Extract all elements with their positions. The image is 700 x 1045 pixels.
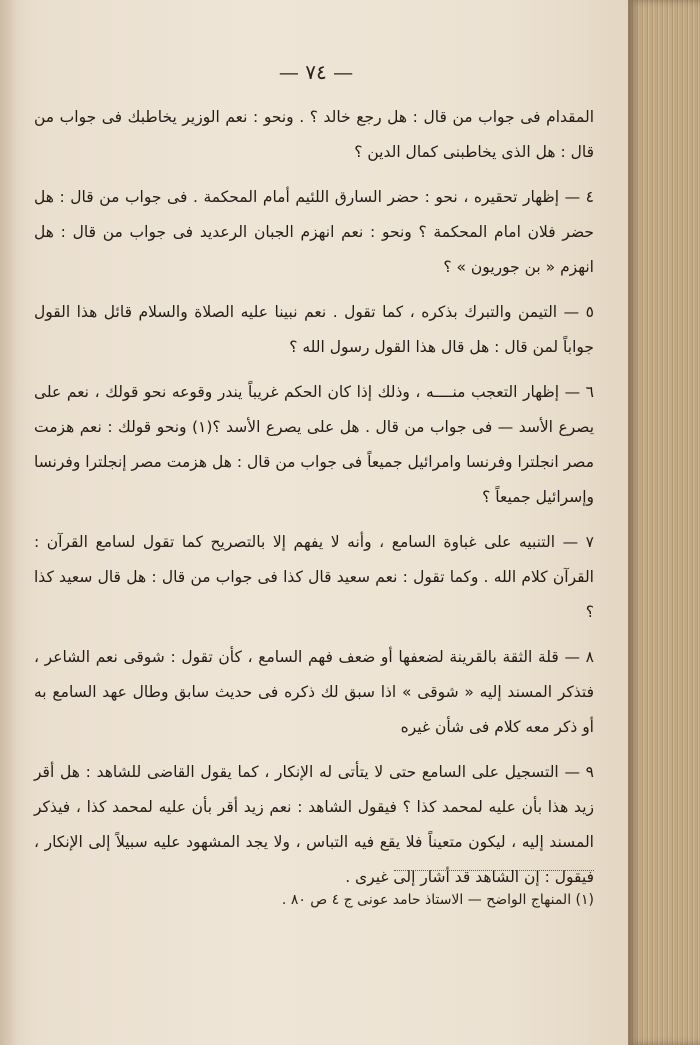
- body-text: [34, 100, 594, 895]
- paragraph-continuation: المقدام فى جواب من قال : هل رجع خالد ؟ . ونحو : نعم الوزير يخاطبك فى جواب من قال : هل الذى يخاطبنى كمال الدين ؟: [34, 108, 594, 161]
- paragraph-item-5: ٥ — التيمن والتبرك بذكره ، كما تقول . نعم نبينا عليه الصلاة والسلام قائل هذا القول جواباً لمن قال : هل قال هذا القول رسول الله ؟: [34, 303, 594, 356]
- page-number: — ٧٤ —: [278, 60, 354, 84]
- paragraph-item-4: ٤ — إظهار تحقيره ، نحو : حضر السارق اللئيم أمام المحكمة . فى جواب من قال : هل حضر فلان امام المحكمة ؟ ونحو : نعم انهزم الجبان الرعديد فى جواب من قال : هل انهزم « بن جوريون » ؟: [34, 188, 594, 276]
- paragraph-item-8: ٨ — قلة الثقة بالقرينة لضعفها أو ضعف فهم السامع ، كأن تقول : شوقى نعم الشاعر ، فتذكر المسند إليه « شوقى » اذا سبق لك ذكره فى حديث سابق وطال عهد السامع به أو ذكر معه كلام فى شأن غيره: [34, 648, 594, 736]
- footnote: (١) المنهاج الواضح — الاستاذ حامد عونى ج ٤ ص ٨٠ .: [281, 892, 594, 908]
- paragraph-item-9: ٩ — التسجيل على السامع حتى لا يتأتى له الإنكار ، كما يقول القاضى للشاهد : هل أقر زيد هذا بأن عليه لمحمد كذا ؟ فيقول الشاهد : نعم زيد أقر بأن عليه لمحمد كذا ، فيذكر المسند إليه ، ليكون متعيناً فلا يقع فيه التباس ، ولا يجد المشهود عليه سبيلاً إلى الإنكار ، فيقول : إن الشاهد قد أشار إلى غيرى .: [34, 763, 594, 886]
- footnote-divider: [394, 870, 594, 871]
- paragraph-item-7: ٧ — التنبيه على غباوة السامع ، وأنه لا يفهم إلا بالتصريح كما تقول لسامع القرآن : القرآن كلام الله . وكما تقول : نعم سعيد قال كذا فى جواب من قال : هل قال سعيد كذا ؟: [34, 533, 594, 621]
- paragraph-item-6: ٦ — إظهار التعجب منــــه ، وذلك إذا كان الحكم غريباً يندر وقوعه نحو قولك ، نعم على يصرع الأسد — فى جواب من قال . هل على يصرع الأسد ؟(١) ونحو قولك : نعم هزمت مصر انجلترا وفرنسا وامرائيل جميعاً فى جواب من قال : هل هزمت مصر إنجلترا وفرنسا وإسرائيل جميعاً ؟: [34, 383, 595, 506]
- book-page-edges: [628, 0, 700, 1045]
